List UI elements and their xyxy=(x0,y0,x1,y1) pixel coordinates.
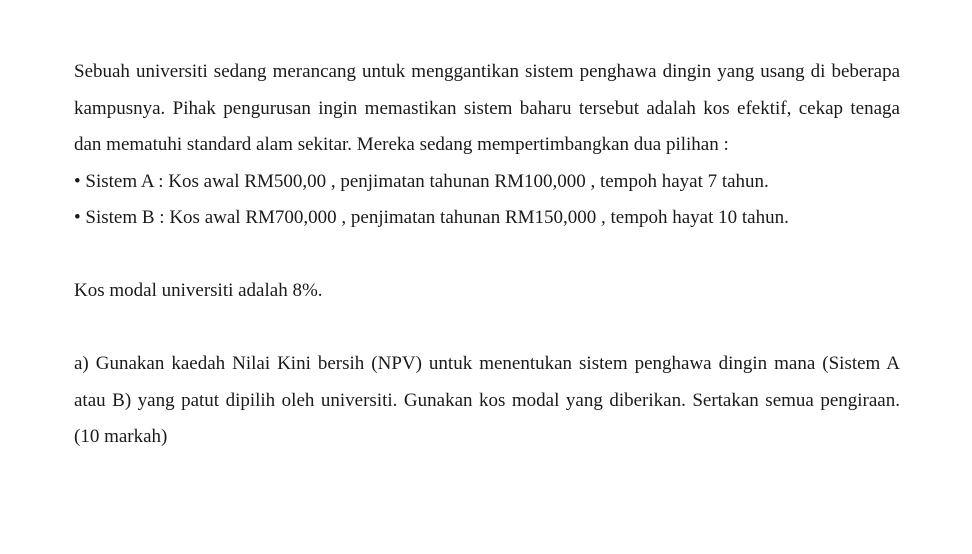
question-a: a) Gunakan kaedah Nilai Kini bersih (NPV) untuk menentukan sistem penghawa dingin mana (Sistem A atau B) yang patut dipilih oleh universiti. Gunakan kos modal yang diberikan. Sertakan semua pengiraan. (10 markah) xyxy=(74,353,900,447)
capital-cost-statement: Kos modal universiti adalah 8%. xyxy=(74,280,323,301)
option-system-b: • Sistem B : Kos awal RM700,000 , penjimatan tahunan RM150,000 , tempoh hayat 10 tahun. xyxy=(74,207,789,228)
blank-line xyxy=(74,237,900,274)
option-system-a: • Sistem A : Kos awal RM500,00 , penjimatan tahunan RM100,000 , tempoh hayat 7 tahun. xyxy=(74,170,769,192)
document-body xyxy=(74,54,900,456)
blank-line xyxy=(74,310,900,347)
intro-paragraph: Sebuah universiti sedang merancang untuk menggantikan sistem penghawa dingin yang usang di beberapa kampusnya. Pihak pengurusan ingin memastikan sistem baharu tersebut adalah kos efektif, cekap tenaga dan mematuhi standard alam sekitar. Mereka sedang mempertimbangkan dua pilihan : xyxy=(74,61,900,155)
